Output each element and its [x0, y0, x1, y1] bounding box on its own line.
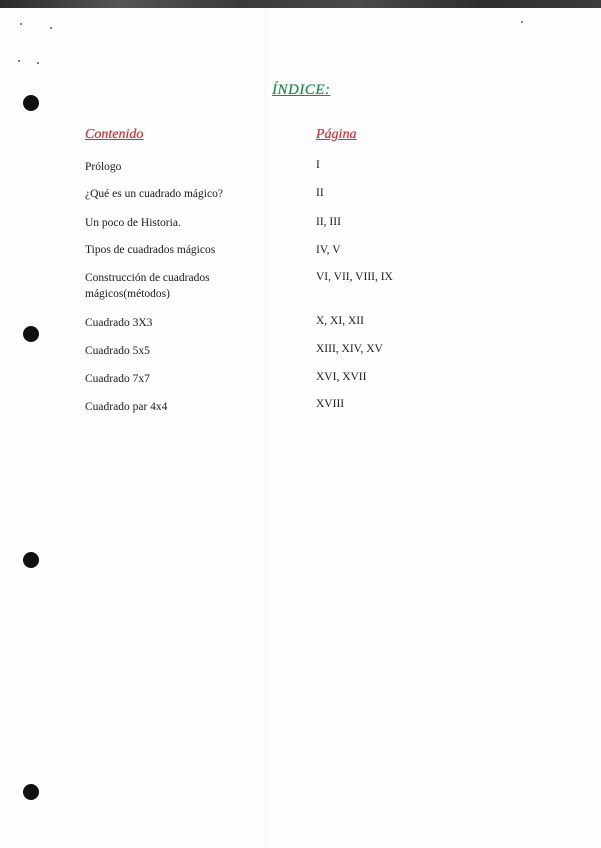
index-entry-content: Un poco de Historia. — [85, 217, 181, 229]
index-entry-page: II, III — [316, 216, 341, 228]
scan-speck — [50, 27, 52, 29]
scan-speck — [20, 23, 22, 25]
page-fold-line — [265, 8, 266, 848]
binder-hole — [23, 552, 39, 568]
index-entry-page: X, XI, XII — [316, 315, 364, 327]
index-entry-content: Construcción de cuadrados mágicos(métodos) — [85, 272, 210, 300]
index-entry-page: I — [316, 159, 320, 171]
index-title: ÍNDICE: — [272, 82, 331, 98]
index-entry-content: Cuadrado 5x5 — [85, 345, 150, 357]
scan-speck — [18, 60, 20, 62]
index-entry-page: XIII, XIV, XV — [316, 343, 383, 355]
index-entry-page: II — [316, 187, 324, 199]
index-entry-content: ¿Qué es un cuadrado mágico? — [85, 188, 223, 200]
page-column-header: Página — [316, 127, 357, 142]
index-entry-page: XVI, XVII — [316, 371, 367, 383]
index-entry-content: Cuadrado 3X3 — [85, 317, 153, 329]
scan-speck — [37, 62, 39, 64]
content-column-header: Contenido — [85, 127, 144, 142]
index-entry-content: Cuadrado par 4x4 — [85, 401, 168, 413]
index-entry-content: Prólogo — [85, 161, 122, 173]
index-entry-content: Cuadrado 7x7 — [85, 373, 150, 385]
binder-hole — [23, 784, 39, 800]
index-entry-page: VI, VII, VIII, IX — [316, 271, 393, 283]
binder-hole — [23, 326, 39, 342]
scan-speck — [521, 21, 523, 23]
scan-edge — [0, 0, 601, 8]
index-entry-content: Tipos de cuadrados mágicos — [85, 244, 216, 256]
index-entry-page: IV, V — [316, 244, 341, 256]
binder-hole — [23, 95, 39, 111]
index-entry-page: XVIII — [316, 398, 345, 410]
